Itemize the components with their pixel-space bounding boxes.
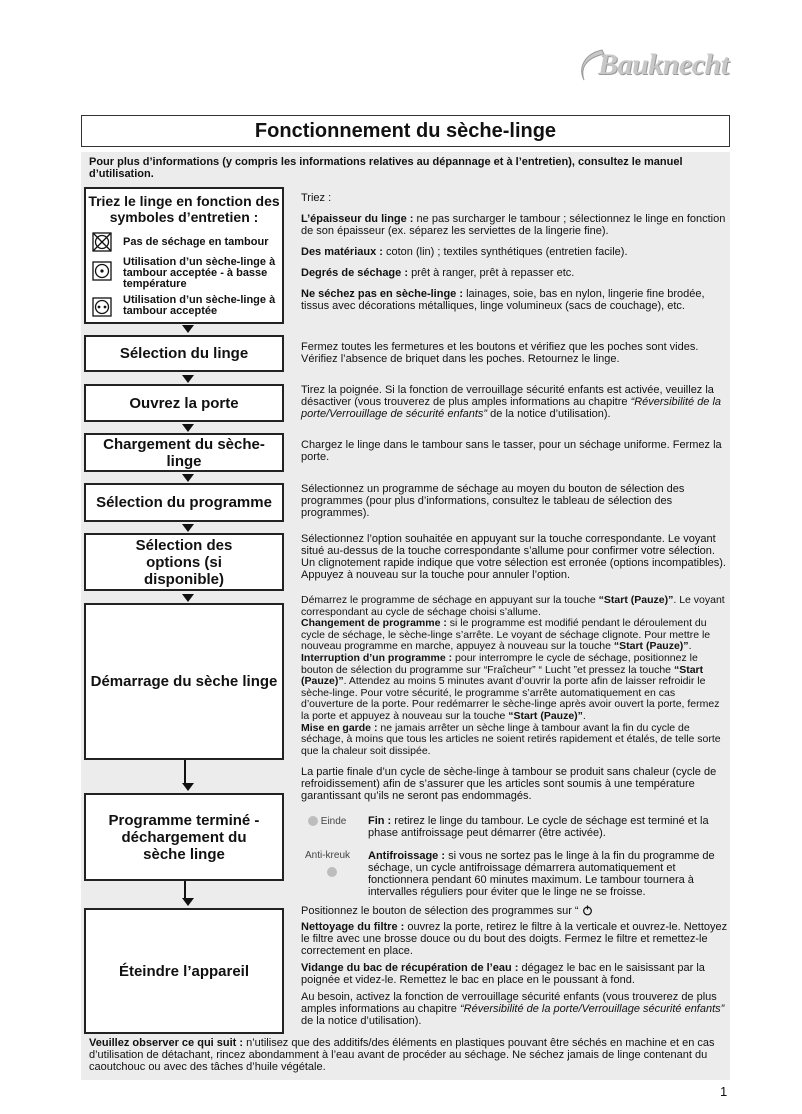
end-text: retirez le linge du tambour. Le cycle de séchage est terminé et la phase antifroissage peut démarrer (être activée). (368, 815, 709, 839)
thickness-text: ne pas surcharger le tambour ; sélectionnez le linge en fonction de son épaisseur (ex. séparez les serviettes de la lingerie fine). (301, 213, 726, 237)
intro-text: Pour plus d’informations (y compris les informations relatives au dépannage et à l’entretien), consultez le manuel d’utilisation. (89, 156, 683, 180)
end-description (368, 815, 728, 839)
start-key-3: “Start (Pauze)” (301, 663, 704, 688)
linen-description: Fermez toutes les fermetures et les boutons et vérifiez que les poches sont vides. Vérifiez l’absence de briquet dans les poches. Retournez le linge. (301, 341, 699, 365)
start-key-4: “Start (Pauze)” (508, 709, 583, 722)
antikreuk-led-icon (327, 867, 337, 877)
materials-label: Des matériaux : (301, 246, 383, 258)
child-chapter: “Réversibilité de la porte/Verrouillage sécurité enfants” (459, 1003, 725, 1015)
change-text: si le programme est modifié pendant le déroulement du cycle de séchage, le sèche-linge s’arrête. Le voyant de séchage clignote. Pour mettre le nouveau programme en marche, appuyez à nouveau sur la touche (301, 617, 711, 653)
tumble-dry-normal-icon (92, 297, 112, 317)
interrupt-text-2: . Attendez au moins 5 minutes avant d’ouvrir la porte afin de laisser refroidir le sèche-linge. Pour votre sécurité, le programme s’arrête automatiquement en cas d’ouverture de la porte. Pour redémarrer le sèche-linge après avoir ouvert la porte, fermez la porte et appuyez à nouveau sur la touche (301, 675, 720, 722)
filter-label: Nettoyage du filtre : (301, 921, 405, 933)
child-text-2: de la notice d’utilisation). (301, 1015, 422, 1027)
arrow-down-icon (182, 474, 194, 482)
arrow-down-icon (182, 424, 194, 432)
sort-box (84, 187, 284, 324)
materials-text: coton (lin) ; textiles synthétiques (entretien facile). (386, 246, 628, 258)
start-description (301, 595, 728, 757)
door-chapter: “Réversibilité de la porte/Verrouillage de sécurité enfants” (301, 396, 722, 420)
antikreuk-label: Anti-kreuk (305, 850, 351, 861)
bauknecht-logo (576, 46, 732, 84)
door-text-1: Tirez la poignée. Si la fonction de verrouillage sécurité enfants est activée, veuillez la désactiver (vous trouverez de plus amples informations au chapitre (301, 384, 714, 408)
off-position-text: Positionnez le bouton de sélection des programmes sur “ (301, 905, 579, 917)
anti-text: si vous ne sortez pas le linge à la fin du programme de séchage, un cycle antifroissage démarrera automatiquement et fonctionnera pendant 60 minutes maximum. Le tambour tournera à intervalles réguliers pour éviter que le linge ne se froisse. (368, 850, 715, 898)
cooldown-description: La partie finale d’un cycle de sèche-linge à tambour se produit sans chaleur (cycle de refroidissement) afin de s’assurer que les articles sont soumis à une température garantissant qu’ils ne seront pas endommagés. (301, 766, 717, 802)
step-selection-linge: Sélection du linge (84, 335, 284, 372)
page-number: 1 (720, 1084, 728, 1099)
change-end: . (688, 640, 692, 653)
anti-label: Antifroissage : (368, 850, 446, 862)
interrupt-label: Interruption d’un programme : (301, 651, 453, 664)
step-chargement: Chargement du sèche-linge (84, 433, 284, 472)
antikreuk-indicator (305, 850, 350, 861)
step-selection-options: Sélection des options (si disponible) (84, 533, 284, 591)
water-text: dégagez le bac en le saisissant par la poignée et videz-le. Remettez le bac en place en le poussant à fond. (301, 962, 705, 986)
start-text-2: . Le voyant correspondant au cycle de séchage choisi s’allume. (301, 594, 725, 618)
child-text-1: Au besoin, activez la fonction de verrouillage sécurité enfants (vous trouverez de plus amples informations au chapitre (301, 991, 717, 1015)
sort-heading: Triez le linge en fonction des symboles d’entretien : (88, 193, 280, 225)
power-off-icon (582, 905, 593, 916)
warning-text: ne jamais arrêter un sèche linge à tambour avant la fin du cycle de séchage, à moins que tous les articles ne soient retirés rapidement et étalés, de telle sorte que la chaleur soit dissipée. (301, 721, 721, 757)
degree-text: prêt à ranger, prêt à repasser etc. (411, 267, 575, 279)
change-label: Changement de programme : (301, 617, 447, 630)
antifroissage-description (368, 850, 728, 898)
sort-intro: Triez : (301, 192, 332, 204)
einde-label: Einde (320, 816, 347, 827)
note-text: n’utilisez que des additifs/des éléments en plastiques pouvant être séchés en machine et en cas d’utilisation de détachant, rincez abondamment à l’eau avant de procéder au séchage. Ne séchez jamais de linge contenant du caoutchouc ou avec des tâches d’huile végétale. (89, 1037, 715, 1073)
nodry-text: lainages, soie, bas en nylon, lingerie fine brodée, tissus avec décorations métalliques, linge volumineux (sacs de couchage), etc. (301, 288, 705, 312)
step-demarrage: Démarrage du sèche linge (84, 603, 284, 760)
note-label: Veuillez observer ce qui suit : (89, 1037, 244, 1049)
einde-indicator (308, 816, 346, 827)
connector-line (184, 760, 186, 784)
start-key-1: “Start (Pauze)” (598, 594, 674, 606)
arrow-down-icon (182, 594, 194, 602)
brand-name: Bauknecht (598, 48, 729, 81)
start-key-2: “Start (Pauze)” (613, 640, 689, 653)
step-selection-programme: Sélection du programme (84, 483, 284, 522)
door-text-2: de la notice d’utilisation). (490, 408, 611, 420)
degree-label: Degrés de séchage : (301, 267, 408, 279)
step-ouvrez-porte: Ouvrez la porte (84, 384, 284, 422)
start-text-1: Démarrez le programme de séchage en appuyant sur la touche (301, 594, 596, 606)
arrow-down-icon (182, 325, 194, 333)
arrow-down-icon (182, 375, 194, 383)
arrow-down-icon (182, 898, 194, 906)
thickness-label: L’épaisseur du linge : (301, 213, 414, 225)
sort-description (301, 192, 728, 312)
arrow-down-icon (182, 524, 194, 532)
symbol-label-no-dry: Pas de séchage en tambour (123, 236, 269, 248)
connector-line (184, 881, 186, 899)
end-label: Fin : (368, 815, 392, 827)
door-description (301, 384, 728, 420)
einde-led-icon (308, 816, 318, 826)
interrupt-text-1: pour interrompre le cycle de séchage, positionnez le bouton de sélection du programme sur “Fraîcheur” “ Lucht ”et pressez la touche (301, 651, 698, 676)
step-programme-termine: Programme terminé - déchargement du sèche linge (84, 793, 284, 881)
load-description: Chargez le linge dans le tambour sans le tasser, pour un séchage uniforme. Fermez la porte. (301, 439, 722, 463)
warning-label: Mise en garde : (301, 721, 378, 734)
options-description: Sélectionnez l’option souhaitée en appuyant sur la touche correspondante. Le voyant situé au-dessus de la touche correspondante s’allume pour confirmer votre sélection. Un clignotement rapide indique que votre sélection est erronée (options incompatibles). Appuyez à nouveau sur la touche pour annuler l’option. (301, 533, 726, 581)
water-label: Vidange du bac de récupération de l’eau : (301, 962, 519, 974)
bottom-note (89, 1037, 729, 1073)
no-tumble-dry-icon (92, 232, 112, 252)
filter-text: ouvrez la porte, retirez le filtre à la verticale et ouvrez-le. Nettoyez le filtre avec une brosse douce ou du bout des doigts. Fermez le filtre et remettez-le correctement en place. (301, 921, 728, 957)
nodry-label: Ne séchez pas en sèche-linge : (301, 288, 464, 300)
off-description (301, 905, 728, 1027)
symbol-label-normal: Utilisation d’un sèche-linge à tambour acceptée (123, 294, 276, 317)
program-description: Sélectionnez un programme de séchage au moyen du bouton de sélection des programmes (pour plus d’informations, consultez le tableau de sélection des programmes). (301, 483, 685, 519)
tumble-dry-low-icon (92, 261, 112, 281)
symbol-label-low: Utilisation d’un sèche-linge à tambour acceptée - à basse température (123, 256, 276, 290)
step-eteindre: Éteindre l’appareil (84, 908, 284, 1034)
interrupt-end: . (582, 709, 586, 722)
arrow-down-icon (182, 783, 194, 791)
page-title: Fonctionnement du sèche-linge (81, 115, 730, 147)
